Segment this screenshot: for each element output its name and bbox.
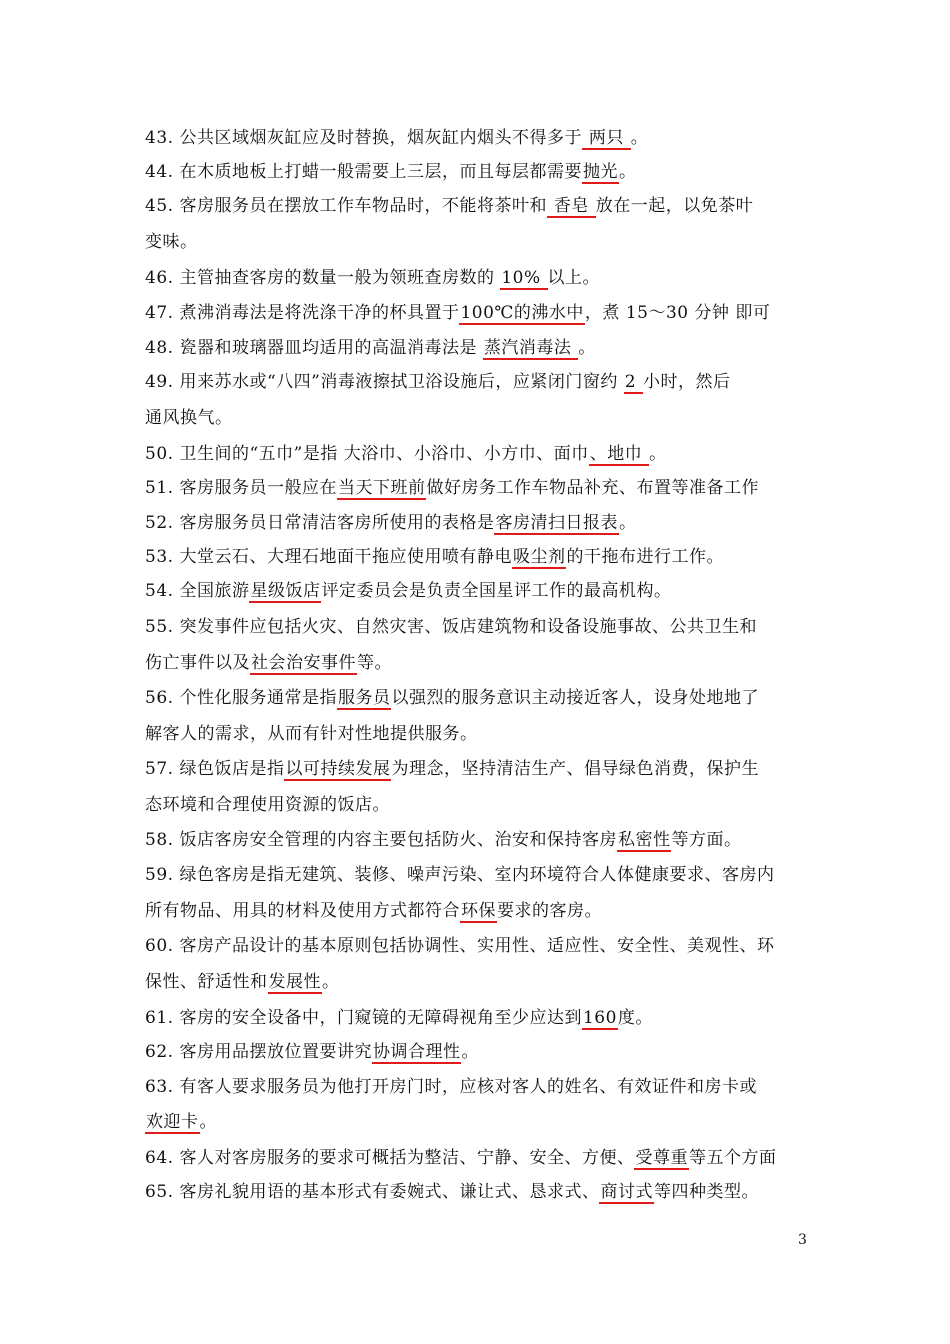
line-text: 47. 煮沸消毒法是将洗涤干净的杯具置于 xyxy=(145,303,460,323)
answer-underlined: 香皂 xyxy=(547,196,595,216)
answer-underlined: 10% xyxy=(501,268,547,288)
text-line xyxy=(145,1175,810,1209)
answer-underlined: 当天下班前 xyxy=(337,478,426,498)
answer-underlined: 客房清扫日报表 xyxy=(495,513,618,533)
line-text-end: 。 xyxy=(461,1042,479,1062)
line-text: 57. 绿色饭店是指 xyxy=(145,759,285,779)
text-line xyxy=(145,858,810,892)
answer-underlined: 蒸汽消毒法 xyxy=(483,338,578,358)
text-line xyxy=(145,296,810,330)
answer-underlined: 星级饭店 xyxy=(250,581,321,601)
text-line xyxy=(145,506,810,540)
line-text: 所有物品、用具的材料及使用方式都符合 xyxy=(145,901,460,921)
text-line xyxy=(145,155,810,189)
answer-underlined: 私密性 xyxy=(617,830,671,850)
answer-underlined: 吸尘剂 xyxy=(512,547,566,567)
text-line xyxy=(145,646,810,680)
line-text: 58. 饭店客房安全管理的内容主要包括防火、治安和保持客房 xyxy=(145,830,617,850)
line-text-end: 以强烈的服务意识主动接近客人，设身处地地了 xyxy=(391,688,759,708)
text-line xyxy=(145,894,810,928)
text-line xyxy=(145,261,810,295)
text-line xyxy=(145,1001,810,1035)
text-line xyxy=(145,1105,810,1139)
answer-underlined: 欢迎卡 xyxy=(146,1112,199,1132)
line-text-end: 。 xyxy=(630,128,649,148)
line-text: 64. 客人对客房服务的要求可概括为整洁、宁静、安全、方便、 xyxy=(145,1148,635,1168)
line-text-end: 等。 xyxy=(357,653,392,673)
line-text-end: 。 xyxy=(618,162,637,182)
line-text: 50. 卫生间的“五巾”是指 大浴巾、小浴巾、小方巾、面巾 xyxy=(145,444,589,464)
answer-underlined: 协调合理性 xyxy=(372,1042,461,1062)
text-line xyxy=(145,788,810,822)
line-text-end: ，煮 15～30 分钟 即可 xyxy=(584,303,771,323)
line-text: 52. 客房服务员日常清洁客房所使用的表格是 xyxy=(145,513,495,533)
answer-underlined: 100℃的沸水中 xyxy=(460,303,584,323)
line-text: 56. 个性化服务通常是指 xyxy=(145,688,337,708)
text-line xyxy=(145,121,810,155)
answer-underlined: 发展性 xyxy=(268,972,321,992)
line-text-end: 。 xyxy=(199,1112,217,1132)
line-text-end: 。 xyxy=(322,972,340,992)
line-text-end: 。 xyxy=(649,444,667,464)
line-text: 45. 客房服务员在摆放工作车物品时，不能将茶叶和 xyxy=(145,196,547,216)
line-text-end: 评定委员会是负责全国星评工作的最高机构。 xyxy=(321,581,672,601)
text-line xyxy=(145,471,810,505)
line-text-end: 等五个方面 xyxy=(688,1148,777,1168)
text-line xyxy=(145,1070,810,1104)
text-line xyxy=(145,717,810,751)
text-line xyxy=(145,610,810,644)
line-text: 60. 客房产品设计的基本原则包括协调性、实用性、适应性、安全性、美观性、环 xyxy=(145,936,775,956)
line-text: 态环境和合理使用资源的饭店。 xyxy=(145,795,390,815)
line-text: 44. 在木质地板上打蜡一般需要上三层，而且每层都需要 xyxy=(145,162,582,182)
answer-underlined: 社会治安事件 xyxy=(251,653,356,673)
line-text: 保性、舒适性和 xyxy=(145,972,268,992)
text-line xyxy=(145,331,810,365)
answer-underlined: 两只 xyxy=(582,128,630,148)
text-line xyxy=(145,401,810,435)
text-line xyxy=(145,965,810,999)
text-line xyxy=(145,1141,810,1175)
line-text-end: 做好房务工作车物品补充、布置等准备工作 xyxy=(426,478,759,498)
answer-underlined: 服务员 xyxy=(337,688,391,708)
text-line xyxy=(145,365,810,399)
line-text-end: 的干拖布进行工作。 xyxy=(566,547,724,567)
line-text: 48. 瓷器和玻璃器皿均适用的高温消毒法是 xyxy=(145,338,483,358)
text-line xyxy=(145,540,810,574)
line-text-end: 等四种类型。 xyxy=(653,1182,759,1202)
line-text: 43. 公共区域烟灰缸应及时替换，烟灰缸内烟头不得多于 xyxy=(145,128,582,148)
line-text: 伤亡事件以及 xyxy=(145,653,250,673)
text-line xyxy=(145,752,810,786)
line-text: 49. 用来苏水或“八四”消毒液擦拭卫浴设施后，应紧闭门窗约 xyxy=(145,372,624,392)
text-line xyxy=(145,929,810,963)
text-line xyxy=(145,437,810,471)
line-text: 变味。 xyxy=(145,232,198,252)
answer-underlined: 160 xyxy=(582,1008,617,1028)
line-text: 59. 绿色客房是指无建筑、装修、噪声污染、室内环境符合人体健康要求、客房内 xyxy=(145,865,775,885)
answer-underlined: 抛光 xyxy=(582,162,618,182)
text-line xyxy=(145,681,810,715)
answer-underlined: 环保 xyxy=(461,901,496,921)
text-line xyxy=(145,225,810,259)
answer-underlined: 以可持续发展 xyxy=(285,759,391,779)
answer-underlined: 商讨式 xyxy=(600,1182,653,1202)
answer-underlined: 2 xyxy=(624,372,642,392)
line-text-end: 。 xyxy=(618,513,637,533)
line-text-end: 小时，然后 xyxy=(642,372,731,392)
line-text-end: 。 xyxy=(578,338,596,358)
answer-underlined: 、地巾 xyxy=(589,444,649,464)
text-line xyxy=(145,574,810,608)
line-text: 46. 主管抽查客房的数量一般为领班查房数的 xyxy=(145,268,501,288)
text-line xyxy=(145,1035,810,1069)
line-text-end: 要求的客房。 xyxy=(497,901,602,921)
line-text: 解客人的需求，从而有针对性地提供服务。 xyxy=(145,724,478,744)
line-text-end: 放在一起，以免茶叶 xyxy=(595,196,754,216)
line-text: 通风换气。 xyxy=(145,408,233,428)
line-text-end: 为理念，坚持清洁生产、倡导绿色消费，保护生 xyxy=(391,759,759,779)
line-text: 53. 大堂云石、大理石地面干拖应使用喷有静电 xyxy=(145,547,512,567)
answer-underlined: 受尊重 xyxy=(635,1148,688,1168)
text-line xyxy=(145,189,810,223)
text-line xyxy=(145,823,810,857)
line-text: 54. 全国旅游 xyxy=(145,581,250,601)
line-text: 55. 突发事件应包括火灾、自然灾害、饭店建筑物和设备设施事故、公共卫生和 xyxy=(145,617,757,637)
page-number: 3 xyxy=(798,1232,807,1248)
line-text: 62. 客房用品摆放位置要讲究 xyxy=(145,1042,372,1062)
line-text: 51. 客房服务员一般应在 xyxy=(145,478,337,498)
line-text-end: 度。 xyxy=(617,1008,653,1028)
line-text: 63. 有客人要求服务员为他打开房门时，应核对客人的姓名、有效证件和房卡或 xyxy=(145,1077,757,1097)
line-text-end: 等方面。 xyxy=(671,830,742,850)
line-text: 65. 客房礼貌用语的基本形式有委婉式、谦让式、恳求式、 xyxy=(145,1182,600,1202)
line-text-end: 以上。 xyxy=(547,268,601,288)
line-text: 61. 客房的安全设备中，门窥镜的无障碍视角至少应达到 xyxy=(145,1008,582,1028)
